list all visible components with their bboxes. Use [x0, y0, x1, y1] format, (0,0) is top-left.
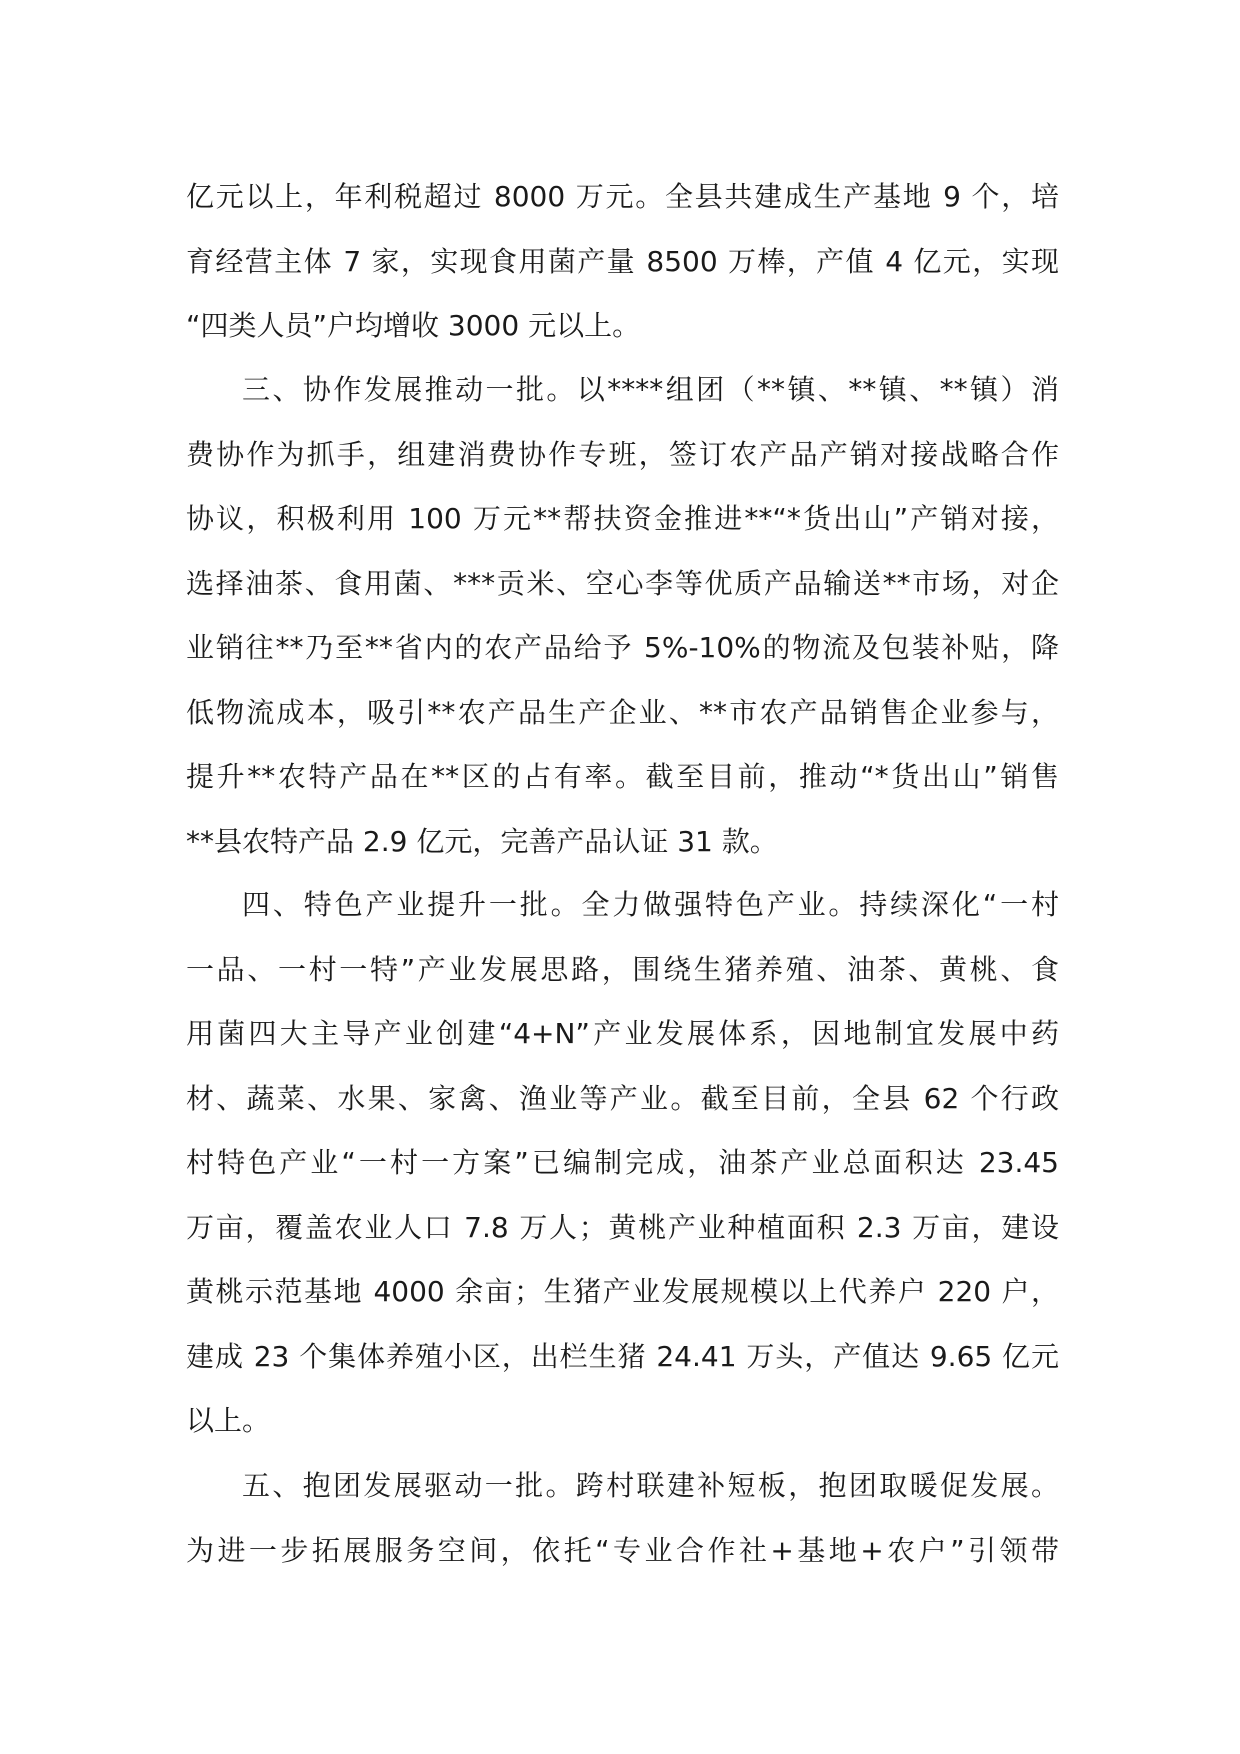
section-heading-line: 五、抱团发展驱动一批。跨村联建补短板，抱团取暖促发展。: [242, 1469, 1059, 1502]
text-line: 以上。: [186, 1404, 271, 1437]
paragraph-income-summary: [186, 165, 1059, 359]
section-heading-line: 三、协作发展推动一批。以****组团（**镇、**镇、**镇）消: [242, 373, 1059, 406]
paragraph-section-three: [186, 358, 1059, 874]
text-line: 黄桃示范基地 4000 余亩；生猪产业发展规模以上代养户 220 户，: [186, 1275, 1059, 1308]
text-line: **县农特产品 2.9 亿元，完善产品认证 31 款。: [186, 824, 778, 858]
text-line: 一品、一村一特”产业发展思路，围绕生猪养殖、油茶、黄桃、食: [186, 952, 1059, 986]
text-line: 协议，积极利用 100 万元**帮扶资金推进**“*货出山”产销对接，: [186, 502, 1059, 535]
text-line: 材、蔬菜、水果、家禽、渔业等产业。截至目前，全县 62 个行政: [186, 1081, 1059, 1115]
text-line: “四类人员”户均增收 3000 元以上。: [186, 309, 641, 342]
text-line: 村特色产业“一村一方案”已编制完成，油茶产业总面积达 23.45: [186, 1146, 1059, 1179]
text-line: 为进一步拓展服务空间，依托“专业合作社+基地+农户”引领带: [186, 1533, 1059, 1567]
text-line: 万亩，覆盖农业人口 7.8 万人；黄桃产业种植面积 2.3 万亩，建设: [186, 1210, 1059, 1244]
text-line: 用菌四大主导产业创建“4+N”产业发展体系，因地制宜发展中药: [186, 1017, 1059, 1050]
text-line: 提升**农特产品在**区的占有率。截至目前，推动“*货出山”销售: [186, 760, 1059, 793]
text-line: 选择油茶、食用菌、***贡米、空心李等优质产品输送**市场，对企: [186, 566, 1059, 600]
paragraph-section-five: [186, 1454, 1059, 1583]
text-line: 亿元以上，年利税超过 8000 万元。全县共建成生产基地 9 个，培: [186, 180, 1059, 213]
text-line: 费协作为抓手，组建消费协作专班，签订农产品产销对接战略合作: [186, 437, 1059, 471]
section-heading-line: 四、特色产业提升一批。全力做强特色产业。持续深化“一村: [242, 888, 1059, 921]
paragraph-section-four: [186, 873, 1059, 1454]
text-line: 建成 23 个集体养殖小区，出栏生猪 24.41 万头，产值达 9.65 亿元: [186, 1339, 1059, 1373]
text-line: 低物流成本，吸引**农产品生产企业、**市农产品销售企业参与，: [186, 695, 1059, 729]
text-line: 业销往**乃至**省内的农产品给予 5%-10%的物流及包装补贴，降: [186, 631, 1059, 664]
text-line: 育经营主体 7 家，实现食用菌产量 8500 万棒，产值 4 亿元，实现: [186, 244, 1059, 278]
